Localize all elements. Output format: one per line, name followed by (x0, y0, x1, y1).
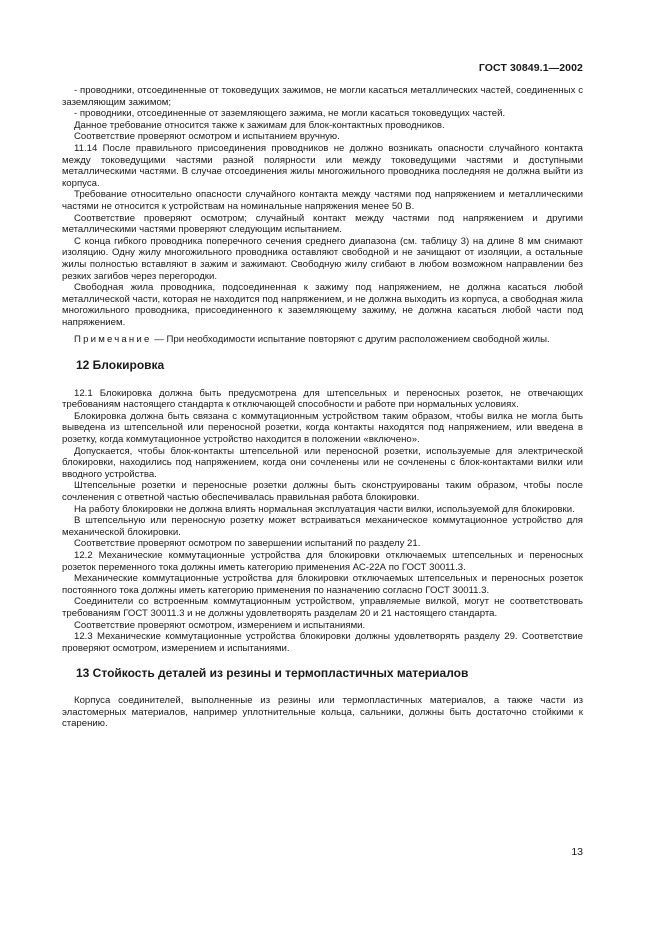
paragraph: Допускается, чтобы блок-контакты штепсельной или переносной розетки, используемые для электрической блокировки, находились под напряжением, когда они сочленены или не сочленены с блок-контактами вилки или вводного устройства. (62, 445, 583, 480)
paragraph: Соответствие проверяют осмотром, измерением и испытаниями. (74, 619, 366, 631)
paragraph: Соответствие проверяют осмотром и испытанием вручную. (74, 131, 340, 143)
section-13-heading: 13 Стойкость деталей из резины и термопластичных материалов (76, 666, 469, 681)
paragraph: На работу блокировки не должна влиять нормальная эксплуатация части вилки, используемой для блокировки. (74, 503, 575, 515)
paragraph: С конца гибкого проводника поперечного сечения среднего диапазона (см. таблицу 3) на длине 8 мм снимают изоляцию. Одну жилу многожильного проводника оставляют свободной и не зачищают от изоляции, а остальные жилы полностью вставляют в зажим и зажимают. Свободную жилу сгибают в любом возможном направлении без резких загибов через перегородки. (62, 235, 583, 282)
paragraph: 12.1 Блокировка должна быть предусмотрена для штепсельных и переносных розеток, не отвечающих требованиям настоящего стандарта к отключающей способности и работе при нормальных условиях. (62, 387, 583, 411)
document-body (62, 85, 583, 730)
paragraph: Механические коммутационные устройства для блокировки отключаемых штепсельных и переносных розеток постоянного тока должны иметь категорию применения по назначению согласно ГОСТ 30011.3. (62, 573, 583, 596)
paragraph: - проводники, отсоединенные от заземляющего зажима, не могли касаться токоведущих частей. (74, 108, 506, 120)
note (62, 334, 583, 346)
note-text: — При необходимости испытание повторяют с другим расположением свободной жилы. (154, 334, 550, 346)
paragraph: Блокировка должна быть связана с коммутационным устройством таким образом, чтобы вилка не могла быть выведена из штепсельной или переносной розетки, когда контакты находятся под напряжением, или введена в розетку, когда коммутационное устройство находится в положении «включено». (62, 410, 583, 446)
paragraph: Корпуса соединителей, выполненные из резины или термопластичных материалов, а также части из эластомерных материалов, например уплотнительные кольца, сальники, должны быть достаточно стойкими к старению. (62, 694, 583, 730)
paragraph: Соответствие проверяют осмотром по завершении испытаний по разделу 21. (74, 538, 421, 550)
paragraph: Данное требование относится также к зажимам для блок-контактных проводников. (74, 119, 445, 131)
paragraph: Соединители со встроенным коммутационным устройством, управляемые вилкой, могут не соответствовать требованиям ГОСТ 30011.3 и не должны удовлетворять разделам 20 и 21 настоящего стандарта. (62, 596, 583, 619)
page-number: 13 (571, 846, 583, 858)
paragraph: 12.3 Механические коммутационные устройства блокировки должны удовлетворять разделу 29. Соответствие проверяют осмотром, измерением и испытаниями. (62, 631, 583, 654)
paragraph: Свободная жила проводника, подсоединенная к зажиму под напряжением, не должна касаться любой металлической части, которая не находится под напряжением, и не должна выходить из корпуса, а свободная жила многожильного проводника, присоединенного к заземляющему зажиму, не должна касаться любой части под напряжением. (62, 282, 583, 328)
note-label: Примечание (74, 334, 152, 346)
paragraph: Требование относительно опасности случайного контакта между частями под напряжением и металлическими частями не относится к устройствам на номинальные напряжения менее 50 В. (62, 189, 583, 212)
paragraph: 11.14 После правильного присоединения проводников не должно возникать опасности случайного контакта между токоведущими частями разной полярности или между токоведущими частями и доступными металлическими частями. В случае отсоединения жилы многожильного проводника последняя не должна выйти из корпуса. (62, 142, 583, 189)
paragraph: 12.2 Механические коммутационные устройства для блокировки отключаемых штепсельных и переносных розеток переменного тока должны иметь категорию применения АС-22А по ГОСТ 30011.3. (62, 549, 583, 573)
paragraph: - проводники, отсоединенные от токоведущих зажимов, не могли касаться металлических частей, соединенных с заземляющим зажимом; (62, 85, 583, 108)
paragraph: Соответствие проверяют осмотром; случайный контакт между частями под напряжением и другими металлическими частями проверяют следующим испытанием. (62, 212, 583, 236)
paragraph: Штепсельные розетки и переносные розетки должны быть сконструированы таким образом, чтобы после сочленения с ответной частью обеспечивалась правильная работа блокировки. (62, 480, 583, 503)
section-12-heading: 12 Блокировка (76, 358, 165, 373)
paragraph: В штепсельную или переносную розетку может встраиваться механическое коммутационное устройство для механической блокировки. (62, 515, 583, 538)
standard-header: ГОСТ 30849.1—2002 (478, 62, 583, 74)
